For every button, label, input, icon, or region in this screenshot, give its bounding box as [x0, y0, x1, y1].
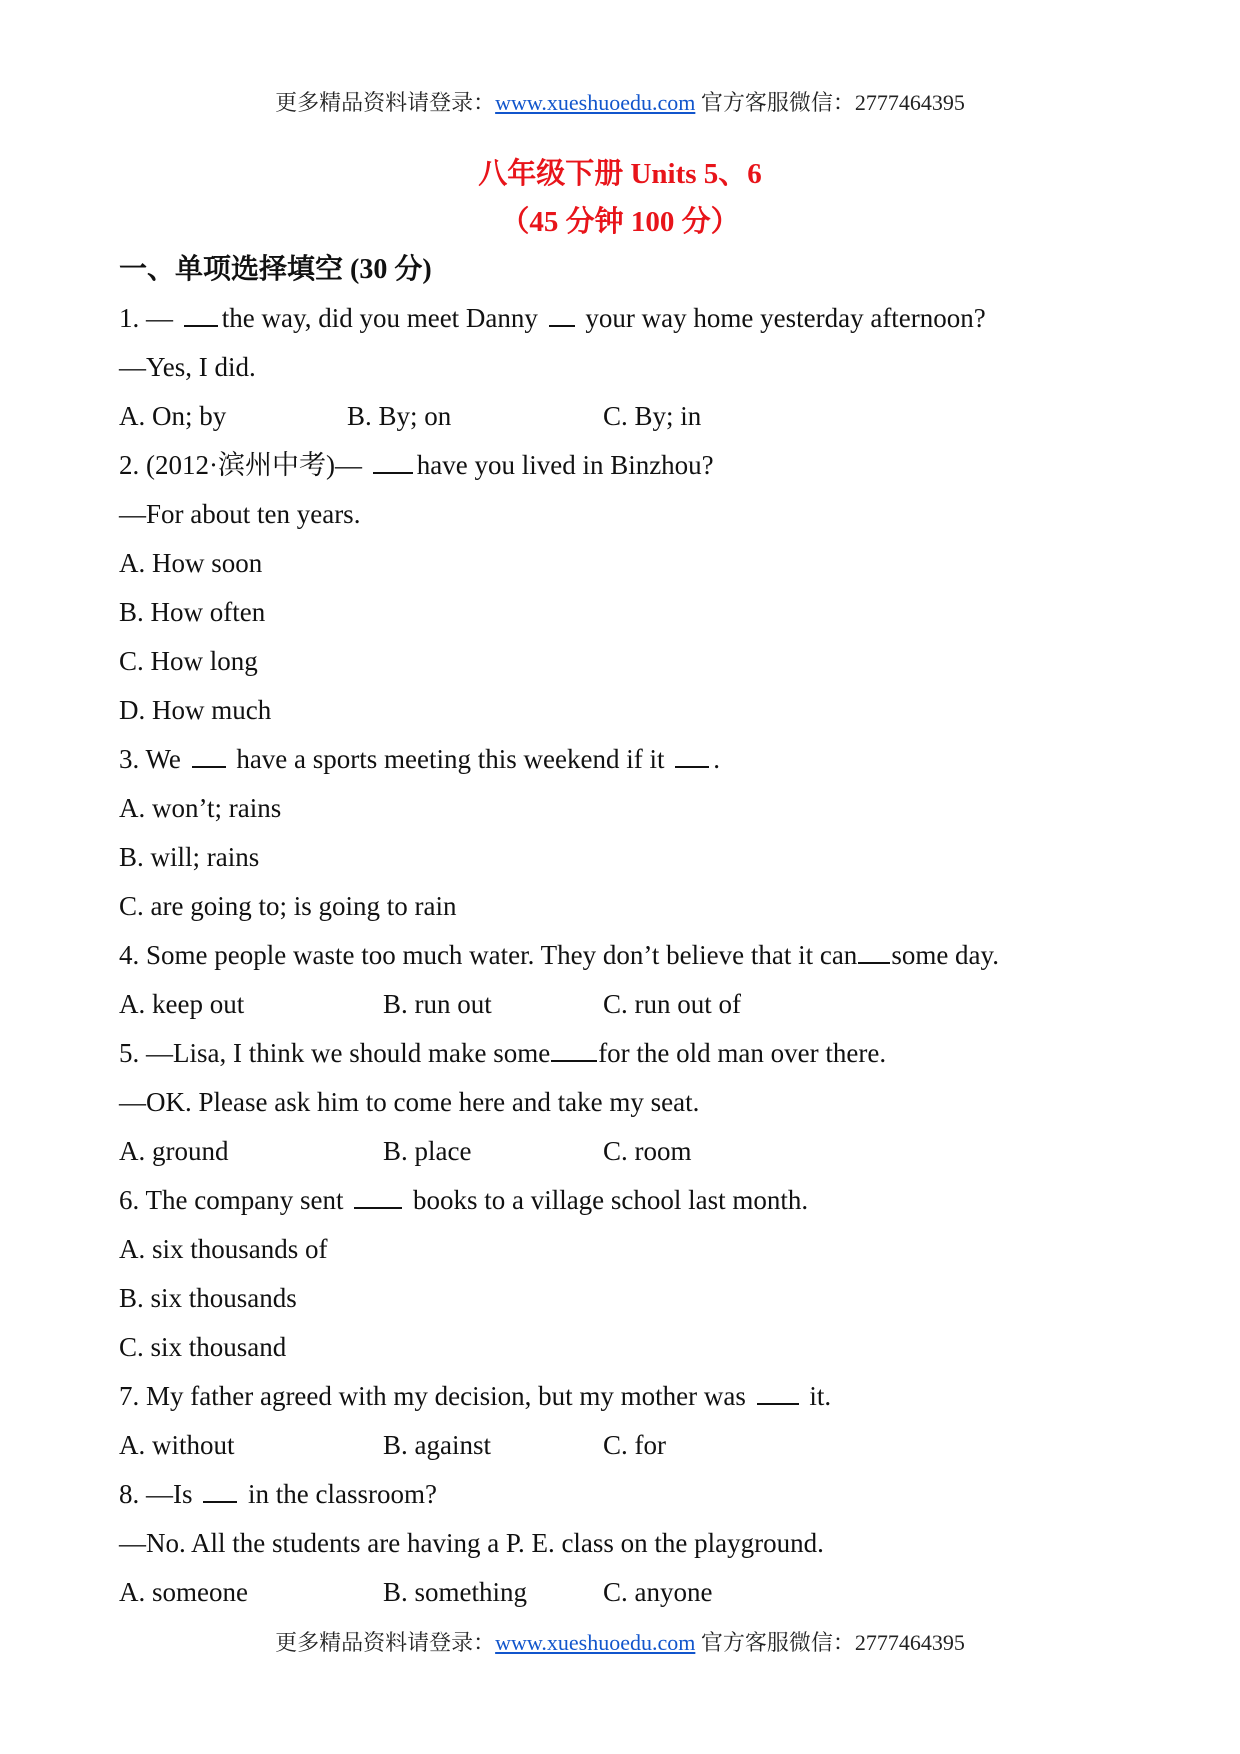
document-subtitle: （45 分钟 100 分）: [500, 206, 740, 238]
questions-content: [119, 246, 1139, 1617]
document-title: 八年级下册 Units 5、6: [478, 158, 762, 190]
option-d: D. How much: [119, 695, 272, 725]
answer-blank: [203, 1479, 237, 1503]
option-c: C. By; in: [603, 401, 702, 431]
question-5-options: [119, 1127, 1139, 1176]
option-c: C. room: [603, 1136, 692, 1166]
footer-suffix: 官方客服微信：2777464395: [700, 1630, 965, 1655]
answer-blank: [184, 303, 218, 327]
section-title: 一、单项选择填空 (30 分): [119, 254, 432, 285]
header-prefix: 更多精品资料请登录：: [275, 90, 496, 115]
answer-blank: [354, 1185, 402, 1209]
option-b: B. run out: [383, 989, 492, 1019]
option-b: B. will; rains: [119, 842, 260, 872]
option-c: C. are going to; is going to rain: [119, 891, 457, 921]
option-c: C. How long: [119, 646, 258, 676]
answer-blank: [549, 303, 575, 327]
page-header: [0, 86, 1240, 117]
question-4-stem: 4. Some people waste too much water. They don’t believe that it can some day.: [119, 940, 1000, 970]
option-a: A. six thousands of: [119, 1234, 328, 1264]
option-b: B. How often: [119, 597, 266, 627]
option-b: B. something: [383, 1577, 528, 1607]
question-7-options: [119, 1421, 1139, 1470]
title-block: [0, 150, 1240, 246]
footer-prefix: 更多精品资料请登录：: [275, 1630, 496, 1655]
question-1-reply: —Yes, I did.: [119, 352, 256, 382]
answer-blank: [373, 450, 413, 474]
page-footer: [0, 1626, 1240, 1657]
question-8-stem: 8. —Is in the classroom?: [119, 1479, 437, 1509]
question-1-options: [119, 392, 1139, 441]
option-c: C. run out of: [603, 989, 741, 1019]
question-7-stem: 7. My father agreed with my decision, but my mother was it.: [119, 1381, 832, 1411]
option-c: C. for: [603, 1430, 666, 1460]
header-suffix: 官方客服微信：2777464395: [700, 90, 965, 115]
answer-blank: [551, 1038, 597, 1062]
option-c: C. six thousand: [119, 1332, 287, 1362]
answer-blank: [757, 1381, 799, 1405]
option-a: A. On; by: [119, 401, 227, 431]
header-link[interactable]: www.xueshuoedu.com: [495, 90, 696, 115]
option-b: B. place: [383, 1136, 472, 1166]
question-2-stem: 2. (2012·滨州中考)— have you lived in Binzhou?: [119, 450, 714, 480]
option-b: B. six thousands: [119, 1283, 297, 1313]
option-a: A. without: [119, 1430, 235, 1460]
question-8-options: [119, 1568, 1139, 1617]
question-8-reply: —No. All the students are having a P. E. class on the playground.: [119, 1528, 824, 1558]
question-1-stem: 1. — the way, did you meet Danny your way home yesterday afternoon?: [119, 303, 986, 333]
option-a: A. keep out: [119, 989, 245, 1019]
footer-link[interactable]: www.xueshuoedu.com: [495, 1630, 696, 1655]
answer-blank: [858, 940, 890, 964]
option-a: A. someone: [119, 1577, 248, 1607]
option-b: B. against: [383, 1430, 491, 1460]
option-c: C. anyone: [603, 1577, 713, 1607]
question-4-options: [119, 980, 1139, 1029]
answer-blank: [675, 744, 709, 768]
question-5-stem: 5. —Lisa, I think we should make some for the old man over there.: [119, 1038, 887, 1068]
option-a: A. ground: [119, 1136, 229, 1166]
question-3-stem: 3. We have a sports meeting this weekend if it .: [119, 744, 720, 774]
option-b: B. By; on: [347, 401, 452, 431]
question-6-stem: 6. The company sent books to a village school last month.: [119, 1185, 809, 1215]
option-a: A. won’t; rains: [119, 793, 282, 823]
option-a: A. How soon: [119, 548, 263, 578]
answer-blank: [192, 744, 226, 768]
question-5-reply: —OK. Please ask him to come here and take my seat.: [119, 1087, 700, 1117]
question-2-reply: —For about ten years.: [119, 499, 361, 529]
